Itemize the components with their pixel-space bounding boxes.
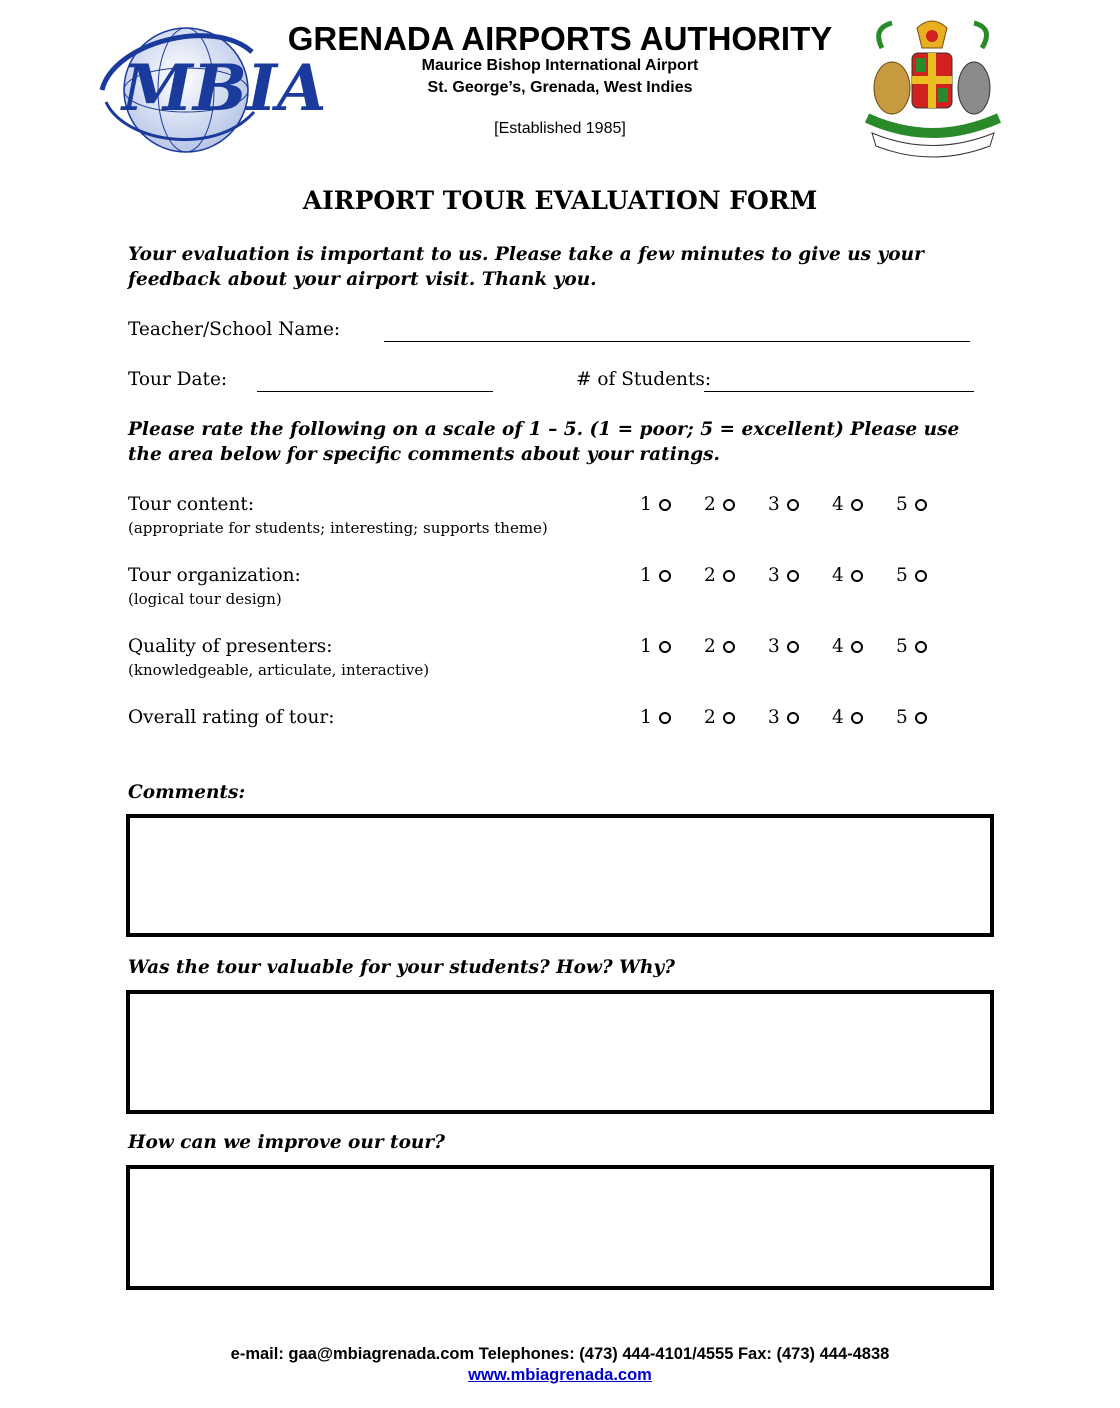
radio-circle-icon[interactable] xyxy=(915,570,927,582)
radio-circle-icon[interactable] xyxy=(787,499,799,511)
teacher-school-label: Teacher/School Name: xyxy=(128,319,341,340)
radio-circle-icon[interactable] xyxy=(851,499,863,511)
radio-circle-icon[interactable] xyxy=(851,641,863,653)
rating-option-1[interactable]: 1 xyxy=(640,707,671,728)
rating-option-1[interactable]: 1 xyxy=(640,636,671,657)
radio-circle-icon[interactable] xyxy=(787,641,799,653)
airport-location: St. George’s, Grenada, West Indies xyxy=(427,79,693,96)
rating-option-2[interactable]: 2 xyxy=(704,494,735,515)
footer-contact: e-mail: gaa@mbiagrenada.com Telephones: (473) 444-4101/4555 Fax: (473) 444-4838 xyxy=(230,1345,890,1363)
rating-option-3[interactable]: 3 xyxy=(768,636,799,657)
radio-circle-icon[interactable] xyxy=(659,712,671,724)
improve-question-label: How can we improve our tour? xyxy=(128,1132,445,1153)
radio-circle-icon[interactable] xyxy=(723,499,735,511)
radio-circle-icon[interactable] xyxy=(659,641,671,653)
rating-option-3[interactable]: 3 xyxy=(768,707,799,728)
radio-circle-icon[interactable] xyxy=(659,499,671,511)
valuable-answer-box[interactable] xyxy=(126,990,994,1114)
radio-circle-icon[interactable] xyxy=(851,712,863,724)
rating-option-5[interactable]: 5 xyxy=(896,636,927,657)
comments-label: Comments: xyxy=(128,782,246,803)
radio-circle-icon[interactable] xyxy=(723,712,735,724)
radio-circle-icon[interactable] xyxy=(787,570,799,582)
radio-circle-icon[interactable] xyxy=(851,570,863,582)
criterion-label: Tour organization: xyxy=(128,565,301,586)
rating-option-4[interactable]: 4 xyxy=(832,494,863,515)
radio-circle-icon[interactable] xyxy=(659,570,671,582)
rating-option-2[interactable]: 2 xyxy=(704,707,735,728)
rating-option-2[interactable]: 2 xyxy=(704,636,735,657)
rating-option-4[interactable]: 4 xyxy=(832,565,863,586)
criterion-label: Tour content: xyxy=(128,494,255,515)
rating-option-5[interactable]: 5 xyxy=(896,565,927,586)
comments-box[interactable] xyxy=(126,814,994,937)
rating-option-3[interactable]: 3 xyxy=(768,565,799,586)
rating-option-5[interactable]: 5 xyxy=(896,707,927,728)
intro-text: Your evaluation is important to us. Please take a few minutes to give us your feedback about your airport visit. Thank you. xyxy=(128,244,924,290)
rating-option-5[interactable]: 5 xyxy=(896,494,927,515)
radio-circle-icon[interactable] xyxy=(787,712,799,724)
tour-date-field[interactable] xyxy=(257,391,493,392)
rating-option-2[interactable]: 2 xyxy=(704,565,735,586)
radio-circle-icon[interactable] xyxy=(723,570,735,582)
teacher-school-field[interactable] xyxy=(384,341,970,342)
rating-option-4[interactable]: 4 xyxy=(832,636,863,657)
rating-instructions: Please rate the following on a scale of 1 – 5. (1 = poor; 5 = excellent) Please use the area below for specific comments about your ratings. xyxy=(128,419,960,465)
rating-option-1[interactable]: 1 xyxy=(640,494,671,515)
rating-option-4[interactable]: 4 xyxy=(832,707,863,728)
criterion-description: (knowledgeable, articulate, interactive) xyxy=(128,661,430,679)
rating-option-3[interactable]: 3 xyxy=(768,494,799,515)
valuable-question-label: Was the tour valuable for your students? How? Why? xyxy=(128,957,675,978)
radio-circle-icon[interactable] xyxy=(915,499,927,511)
radio-circle-icon[interactable] xyxy=(915,712,927,724)
tour-date-label: Tour Date: xyxy=(128,369,228,390)
rating-option-1[interactable]: 1 xyxy=(640,565,671,586)
radio-circle-icon[interactable] xyxy=(915,641,927,653)
criterion-label: Quality of presenters: xyxy=(128,636,333,657)
airport-name: Maurice Bishop International Airport xyxy=(421,57,699,74)
radio-circle-icon[interactable] xyxy=(723,641,735,653)
students-label: # of Students: xyxy=(576,369,712,390)
criterion-description: (appropriate for students; interesting; supports theme) xyxy=(128,519,548,537)
logo-text: MBIA xyxy=(122,51,327,126)
improve-answer-box[interactable] xyxy=(126,1165,994,1290)
criterion-description: (logical tour design) xyxy=(128,590,282,608)
form-title: AIRPORT TOUR EVALUATION FORM xyxy=(302,186,818,215)
organization-title: GRENADA AIRPORTS AUTHORITY xyxy=(287,20,833,57)
students-field[interactable] xyxy=(704,391,974,392)
established-note: [Established 1985] xyxy=(494,120,626,137)
website-link[interactable]: www.mbiagrenada.com xyxy=(468,1366,652,1384)
criterion-label: Overall rating of tour: xyxy=(128,707,335,728)
